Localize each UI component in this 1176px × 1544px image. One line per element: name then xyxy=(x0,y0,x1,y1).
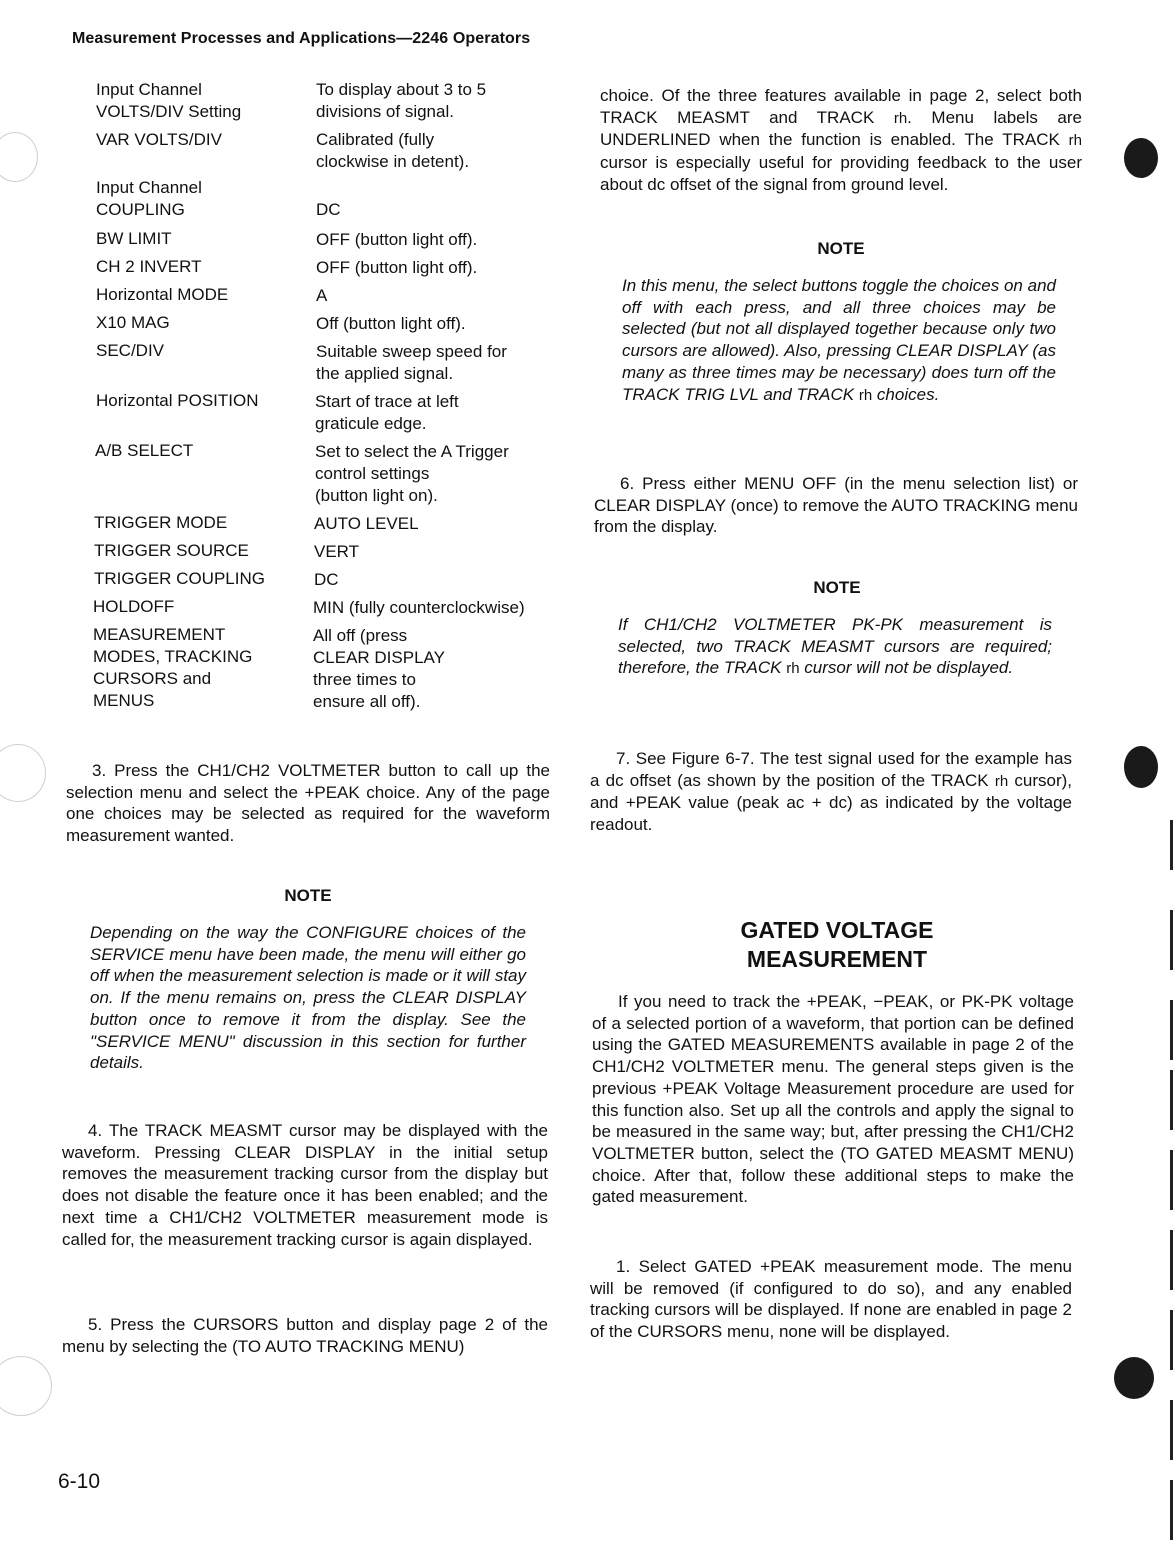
section-title-line: MEASUREMENT xyxy=(746,946,928,972)
step-4-paragraph: 4. The TRACK MEASMT cursor may be displayed with the waveform. Pressing CLEAR DISPLAY in the initial setup removes the measurement tracking cursor from the display but does not disable the feature once it has been enabled; and the next time a CH1/CH2 VOLTMETER measurement mode is called for, the measurement tracking cursor is again displayed. xyxy=(62,1121,548,1249)
step-6-paragraph: 6. Press either MENU OFF (in the menu selection list) or CLEAR DISPLAY (once) to remove the AUTO TRACKING menu from the display. xyxy=(594,474,1078,537)
setting-label: Input Channel VOLTS/DIV Setting xyxy=(96,80,242,121)
step-3-paragraph: 3. Press the CH1/CH2 VOLTMETER button to call up the selection menu and select the +PEAK choice. Any of the page one choices may be selected as required for the waveform measurement wanted. xyxy=(66,761,550,846)
trigger-symbol-icon: rh xyxy=(858,386,873,404)
text-run: 7. See Figure 6-7. The test signal used for the example has a dc offset (as shown by the position of the TRACK xyxy=(590,749,1072,790)
step-5-paragraph: 5. Press the CURSORS button and display page 2 of the menu by selecting the (TO AUTO TRACKING MENU) xyxy=(62,1315,548,1356)
setting-label: X10 MAG xyxy=(96,313,170,332)
binder-hole-icon xyxy=(1124,746,1158,788)
trigger-symbol-icon: rh xyxy=(786,660,800,678)
note-body xyxy=(622,275,1056,406)
note-body: Depending on the way the CONFIGURE choices of the SERVICE menu have been made, the menu will either go off when the measurement selection is made or it will stay on. If the menu remains on, press the CLEAR DISPLAY button once to remove it from the display. See the "SERVICE MENU" discussion in this section for further details. xyxy=(90,923,526,1073)
setting-value: AUTO LEVEL xyxy=(314,514,419,533)
setting-label: HOLDOFF xyxy=(93,597,175,616)
text-run: choice. Of the three features available in page 2, select both TRACK MEASMT and TRACK xyxy=(600,86,1082,127)
setting-value: OFF (button light off). xyxy=(316,258,478,277)
text-run: cursor is especially useful for providing feedback to the user about dc offset of the signal from ground level. xyxy=(600,153,1082,194)
setting-label: CH 2 INVERT xyxy=(96,257,202,276)
page-number: 6-10 xyxy=(58,1470,101,1493)
text-run: choices. xyxy=(876,384,940,404)
setting-value: VERT xyxy=(314,542,360,561)
note-title: NOTE xyxy=(817,239,865,258)
setting-label: TRIGGER COUPLING xyxy=(94,569,265,588)
gated-step-1-paragraph: 1. Select GATED +PEAK measurement mode. The menu will be removed (if configured to do so), and any enabled tracking cursors will be displayed. If none are enabled in page 2 of the CURSORS menu, none will be displayed. xyxy=(590,1257,1072,1342)
setting-label: Horizontal MODE xyxy=(96,285,229,304)
setting-label: Horizontal POSITION xyxy=(96,391,259,410)
setting-value: Off (button light off). xyxy=(316,314,466,333)
scan-edge-mark xyxy=(1170,1230,1173,1290)
scan-edge-mark xyxy=(1170,1480,1173,1540)
setting-label: SEC/DIV xyxy=(96,341,165,360)
setting-value: All off (press CLEAR DISPLAY three times to ensure all off). xyxy=(313,626,445,711)
binder-hole-icon xyxy=(0,1356,52,1416)
setting-value: To display about 3 to 5 divisions of signal. xyxy=(316,80,487,121)
scan-edge-mark xyxy=(1170,1310,1173,1370)
setting-label: VAR VOLTS/DIV xyxy=(96,130,222,149)
setting-value: Calibrated (fully clockwise in detent). xyxy=(316,130,470,171)
setting-label: MEASUREMENT MODES, TRACKING CURSORS and MENUS xyxy=(93,625,253,710)
text-run: In this menu, the select buttons toggle the choices on and off with each press, and all three choices may be selected (but not all displayed together because only two cursors are allowed). Also, pressing CLEAR DISPLAY (as many as three times may be necessary) does turn off the TRACK TRIG LVL and TRACK xyxy=(622,276,1056,404)
running-header: Measurement Processes and Applications—2246 Operators xyxy=(72,30,531,47)
setting-label: Input Channel COUPLING xyxy=(96,178,202,219)
trigger-symbol-icon: rh xyxy=(1068,132,1082,150)
text-run: If CH1/CH2 VOLTMETER PK-PK measurement is selected, two TRACK MEASMT cursors are required; therefore, the TRACK xyxy=(618,615,1052,678)
setting-label: TRIGGER MODE xyxy=(94,513,228,532)
scan-edge-mark xyxy=(1170,1070,1173,1130)
setting-value: Start of trace at left graticule edge. xyxy=(315,392,459,433)
track-cursor-paragraph xyxy=(600,85,1082,196)
scan-edge-mark xyxy=(1170,1000,1173,1060)
step-7-paragraph xyxy=(590,748,1072,836)
note-title: NOTE xyxy=(813,578,861,597)
setting-value: OFF (button light off). xyxy=(316,230,478,249)
setting-value: Suitable sweep speed for the applied signal. xyxy=(316,342,507,383)
section-title-line: GATED VOLTAGE xyxy=(740,917,934,943)
gated-intro-paragraph: If you need to track the +PEAK, −PEAK, or PK-PK voltage of a selected portion of a waveform, that portion can be defined using the GATED MEASUREMENTS available in page 2 of the CH1/CH2 VOLTMETER menu. The general steps given is the previous +PEAK Voltage Measurement procedure are used for this function also. Set up all the controls and apply the signal to be measured in the same way; but, after pressing the CH1/CH2 VOLTMETER button, select the (TO GATED MEASMT MENU) choice. After that, follow these additional steps to make the gated measurement. xyxy=(592,992,1074,1207)
setting-value: MIN (fully counterclockwise) xyxy=(313,598,525,617)
scan-edge-mark xyxy=(1170,820,1173,870)
setting-label: BW LIMIT xyxy=(96,229,172,248)
text-run: cursor), and +PEAK value (peak ac + dc) as indicated by the voltage readout. xyxy=(590,770,1072,835)
note-body xyxy=(618,614,1052,680)
setting-value: DC xyxy=(314,570,339,589)
note-title: NOTE xyxy=(284,886,332,905)
setting-value: DC xyxy=(316,200,341,219)
scan-edge-mark xyxy=(1170,1400,1173,1460)
binder-hole-icon xyxy=(0,744,46,802)
scan-edge-mark xyxy=(1170,1150,1173,1210)
scan-edge-mark xyxy=(1170,910,1173,970)
setting-label: A/B SELECT xyxy=(95,441,194,460)
trigger-symbol-icon: rh xyxy=(994,772,1009,790)
setting-label: TRIGGER SOURCE xyxy=(94,541,249,560)
binder-hole-icon xyxy=(1124,138,1158,178)
setting-value: A xyxy=(316,286,328,305)
section-title xyxy=(590,916,1084,974)
text-run: cursor will not be displayed. xyxy=(804,658,1014,678)
setting-value: Set to select the A Trigger control settings (button light on). xyxy=(315,442,509,505)
trigger-symbol-icon: rh xyxy=(893,109,908,127)
text-run: . Menu labels are UNDERLINED when the function is enabled. The TRACK xyxy=(600,107,1082,150)
binder-hole-icon xyxy=(1114,1357,1154,1399)
binder-hole-icon xyxy=(0,132,38,182)
